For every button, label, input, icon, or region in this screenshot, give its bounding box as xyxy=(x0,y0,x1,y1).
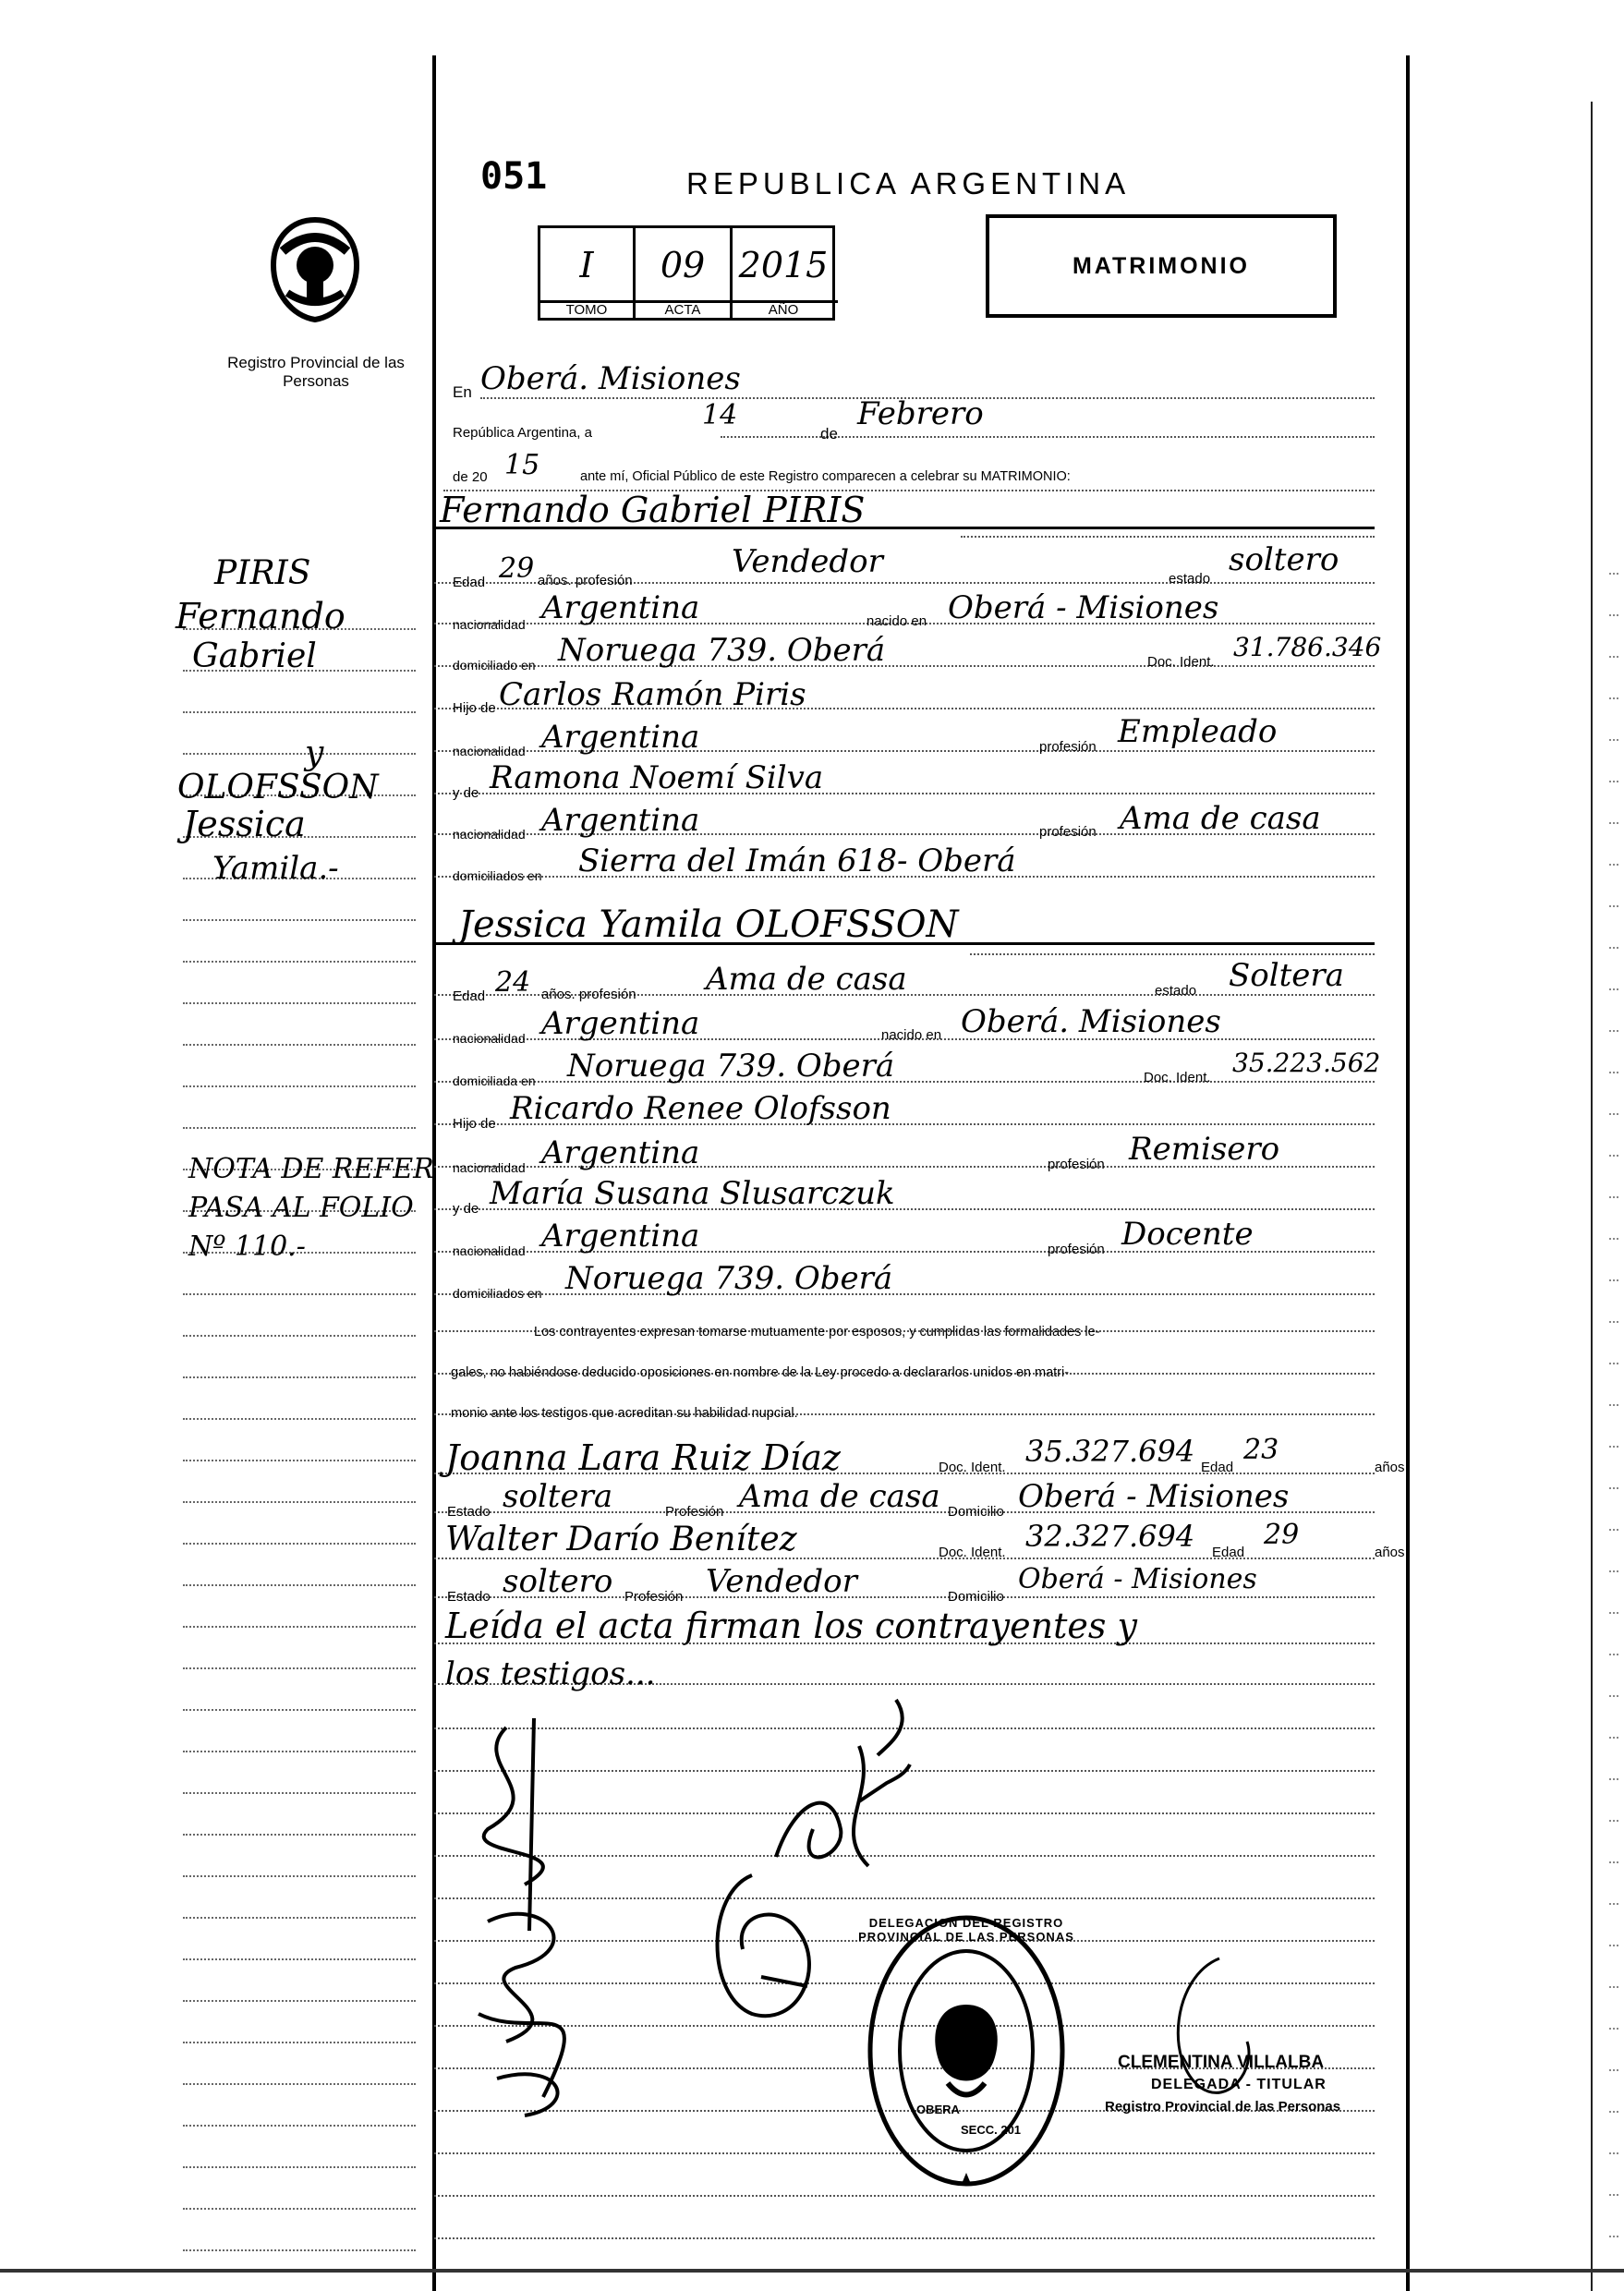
year-suffix-value: 15 xyxy=(504,449,540,481)
witness-2-estado-label: Estado xyxy=(447,1589,491,1605)
bride-estado-label: estado xyxy=(1155,983,1197,999)
witness-2-profesion: Vendedor xyxy=(706,1563,857,1600)
bride-anos-label: años. profesión xyxy=(541,987,636,1002)
declaration-line-3: monio ante los testigos que acreditan su habilidad nupcial. xyxy=(451,1406,798,1421)
margin-ruled-line xyxy=(183,1501,416,1503)
right-edge-tick xyxy=(1609,988,1618,990)
right-edge-tick xyxy=(1609,1654,1618,1655)
right-edge-tick xyxy=(1609,1820,1618,1822)
anio-value: 2015 xyxy=(738,245,829,285)
witness-2-domicilio: Oberá - Misiones xyxy=(1018,1563,1257,1595)
margin-ruled-line xyxy=(183,1044,416,1046)
bride-nacido: Oberá. Misiones xyxy=(961,1003,1221,1040)
groom-madre-nac-label: nacionalidad xyxy=(453,827,526,842)
margin-name-line: OLOFSSON xyxy=(177,769,379,806)
right-edge-tick xyxy=(1609,2194,1618,2196)
right-edge-tick xyxy=(1609,1155,1618,1157)
margin-ruled-line xyxy=(183,1584,416,1586)
signature-scribble xyxy=(451,1709,636,2125)
right-edge-tick xyxy=(1609,1903,1618,1905)
year-prefix-label: de 20 xyxy=(453,469,488,485)
margin-ruled-line xyxy=(183,2000,416,2002)
tomo-label: TOMO xyxy=(565,302,608,318)
groom-estado: soltero xyxy=(1229,541,1339,578)
right-edge-tick xyxy=(1609,1072,1618,1073)
margin-name-line: Fernando xyxy=(176,596,345,636)
signature-scribble xyxy=(1164,1949,1266,2097)
margin-ruled-line xyxy=(183,1127,416,1129)
bride-profesion: Ama de casa xyxy=(706,961,907,998)
declaration-line-1: Los contrayentes expresan tomarse mutuamente por esposos, y cumplidas las formalidades le- xyxy=(534,1325,1100,1339)
bride-padres-dom-label: domiciliados en xyxy=(453,1286,542,1301)
bride-padre: Ricardo Renee Olofsson xyxy=(510,1090,891,1127)
witness-2-edad: 29 xyxy=(1264,1519,1300,1551)
groom-edad: 29 xyxy=(499,552,535,585)
bride-hijo-label: Hijo de xyxy=(453,1116,496,1132)
right-edge-tick xyxy=(1609,781,1618,782)
margin-name-line: Jessica xyxy=(183,804,306,844)
acta-label: ACTA xyxy=(664,302,701,318)
margin-ruled-line xyxy=(183,1792,416,1794)
officer-name: CLEMENTINA VILLALBA xyxy=(1118,2053,1325,2072)
de-label: de xyxy=(820,425,838,442)
country-heading: REPUBLICA ARGENTINA xyxy=(686,166,1131,200)
margin-ruled-line xyxy=(183,2083,416,2085)
bride-madre-prof: Docente xyxy=(1121,1216,1254,1253)
witness-1-profesion: Ama de casa xyxy=(739,1478,940,1515)
margin-ruled-line xyxy=(183,961,416,963)
body-ruled-line xyxy=(721,436,1375,438)
witness-1-profesion-label: Profesión xyxy=(665,1504,724,1520)
groom-anos-label: años. profesión xyxy=(538,573,633,588)
republica-label: República Argentina, a xyxy=(453,425,592,441)
witness-1-domicilio-label: Domicilio xyxy=(948,1504,1004,1520)
groom-padres-dom: Sierra del Imán 618- Oberá xyxy=(578,842,1016,879)
groom-domicilio-label: domiciliado en xyxy=(453,658,536,673)
margin-ruled-line xyxy=(183,1335,416,1337)
right-edge-tick xyxy=(1609,1363,1618,1364)
bride-doc-label: Doc. Ident. xyxy=(1144,1070,1211,1085)
groom-domicilio: Noruega 739. Oberá xyxy=(558,632,886,669)
margin-ruled-line xyxy=(183,1834,416,1836)
bride-domicilio: Noruega 739. Oberá xyxy=(567,1048,895,1085)
right-edge-tick xyxy=(1609,905,1618,907)
record-type-box xyxy=(986,214,1337,318)
margin-ruled-line xyxy=(183,711,416,713)
bride-madre-nac-label: nacionalidad xyxy=(453,1243,526,1258)
witness-1-doc: 35.327.694 xyxy=(1025,1434,1195,1469)
groom-doc-label: Doc. Ident. xyxy=(1147,654,1215,670)
witness-2-doc-label: Doc. Ident. xyxy=(939,1545,1006,1560)
margin-ruled-line xyxy=(183,1958,416,1960)
margin-ruled-line xyxy=(183,2042,416,2043)
margin-ruled-line xyxy=(183,2166,416,2168)
right-edge-tick xyxy=(1609,697,1618,699)
margin-ruled-line xyxy=(183,1709,416,1711)
margin-ruled-line xyxy=(183,2208,416,2210)
groom-madre-nac: Argentina xyxy=(541,802,700,839)
margin-ruled-line xyxy=(183,1418,416,1420)
right-edge-tick xyxy=(1609,2069,1618,2071)
margin-ruled-line xyxy=(183,1626,416,1628)
acta-value: 09 xyxy=(660,245,706,285)
witness-1-name: Joanna Lara Ruiz Díaz xyxy=(445,1437,841,1478)
signature-scribble xyxy=(757,1691,933,1885)
margin-ruled-line xyxy=(183,1293,416,1295)
official-stamp xyxy=(858,1912,1074,2189)
bride-madre-nac: Argentina xyxy=(541,1218,700,1255)
groom-nacido-label: nacido en xyxy=(867,613,927,629)
stamp-ring-text: DELEGACION DEL REGISTRO PROVINCIAL DE LAS PERSONAS xyxy=(858,1916,1074,1944)
right-edge-tick xyxy=(1609,1404,1618,1406)
en-label: En xyxy=(453,383,472,401)
witness-2-doc: 32.327.694 xyxy=(1025,1519,1195,1554)
right-edge-tick xyxy=(1609,1321,1618,1323)
bride-edad: 24 xyxy=(495,966,531,999)
right-edge-tick xyxy=(1609,1945,1618,1946)
right-edge-tick xyxy=(1609,1487,1618,1489)
right-edge-tick xyxy=(1609,1695,1618,1697)
bride-domicilio-label: domiciliada en xyxy=(453,1073,536,1088)
witness-1-estado: soltera xyxy=(503,1478,613,1515)
margin-ruled-line xyxy=(183,753,416,755)
margin-ruled-line xyxy=(183,2249,416,2251)
right-edge-tick xyxy=(1609,2236,1618,2237)
groom-padre-prof: Empleado xyxy=(1118,713,1278,750)
day-value: 14 xyxy=(702,399,738,431)
groom-hijo-label: Hijo de xyxy=(453,700,496,716)
bride-nacionalidad-label: nacionalidad xyxy=(453,1031,526,1046)
groom-padres-dom-label: domiciliados en xyxy=(453,868,542,883)
margin-ruled-line xyxy=(183,1376,416,1378)
bride-padres-dom: Noruega 739. Oberá xyxy=(565,1260,893,1297)
bride-madre-label: y de xyxy=(453,1201,479,1217)
margin-ruled-line xyxy=(183,1667,416,1669)
right-edge-tick xyxy=(1609,573,1618,575)
witness-1-estado-label: Estado xyxy=(447,1504,491,1520)
far-right-edge xyxy=(1591,102,1593,2291)
declaration-line-2: gales, no habiéndose deducido oposiciones en nombre de la Ley procedo a declararlos unidos en matri- xyxy=(451,1365,1070,1380)
witness-2-profesion-label: Profesión xyxy=(624,1589,684,1605)
bride-madre: María Susana Slusarczuk xyxy=(490,1175,895,1212)
stamp-inner-left: OBERA xyxy=(916,2103,960,2116)
month-value: Febrero xyxy=(857,395,984,432)
margin-ruled-line xyxy=(183,2125,416,2127)
bride-nacido-label: nacido en xyxy=(881,1027,942,1043)
officer-registry: Registro Provincial de las Personas xyxy=(1105,2099,1341,2115)
anio-label: AÑO xyxy=(768,302,799,318)
bride-padre-nac-label: nacionalidad xyxy=(453,1160,526,1175)
right-edge-tick xyxy=(1609,2028,1618,2030)
witness-1-edad-label: Edad xyxy=(1201,1460,1234,1475)
margin-note-line: NOTA DE REFER xyxy=(188,1153,434,1185)
witness-2-anos-label: años xyxy=(1375,1545,1405,1560)
groom-doc: 31.786.346 xyxy=(1233,632,1382,662)
right-edge-tick xyxy=(1609,739,1618,741)
right-edge-tick xyxy=(1609,947,1618,949)
right-edge-tick xyxy=(1609,1446,1618,1448)
margin-ruled-line xyxy=(183,1917,416,1919)
closing-line-2: los testigos... xyxy=(445,1655,656,1692)
right-edge-tick xyxy=(1609,2152,1618,2154)
groom-madre-label: y de xyxy=(453,785,479,801)
groom-edad-label: Edad xyxy=(453,575,486,590)
witness-2-estado: soltero xyxy=(503,1563,613,1600)
right-edge-tick xyxy=(1609,1737,1618,1739)
right-edge-tick xyxy=(1609,656,1618,658)
margin-name-line: Yamila.- xyxy=(212,850,339,887)
page-number: 051 xyxy=(480,155,548,198)
right-edge-tick xyxy=(1609,1612,1618,1614)
right-edge-tick xyxy=(1609,1113,1618,1115)
margin-ruled-line xyxy=(183,1085,416,1087)
bride-padre-prof: Remisero xyxy=(1129,1131,1280,1168)
right-edge-tick xyxy=(1609,1279,1618,1281)
groom-padre-nac: Argentina xyxy=(541,719,700,756)
margin-note-line: Nº 110.- xyxy=(188,1230,306,1263)
record-type: MATRIMONIO xyxy=(1072,252,1250,279)
right-edge-tick xyxy=(1609,1529,1618,1531)
right-edge-tick xyxy=(1609,1196,1618,1198)
groom-estado-label: estado xyxy=(1169,571,1211,587)
bottom-edge-line xyxy=(0,2269,1624,2273)
groom-padre: Carlos Ramón Piris xyxy=(499,676,806,713)
bride-padre-prof-label: profesión xyxy=(1048,1157,1105,1172)
right-edge-tick xyxy=(1609,864,1618,866)
margin-name-line: y xyxy=(305,734,324,772)
witness-1-doc-label: Doc. Ident. xyxy=(939,1460,1006,1475)
bride-madre-prof-label: profesión xyxy=(1048,1242,1105,1257)
witness-1-domicilio: Oberá - Misiones xyxy=(1018,1478,1290,1515)
registry-name: Registro Provincial de las Personas xyxy=(227,354,405,390)
right-edge-tick xyxy=(1609,1861,1618,1863)
place-value: Oberá. Misiones xyxy=(480,360,741,397)
groom-nacido: Oberá - Misiones xyxy=(948,589,1219,626)
groom-nacionalidad: Argentina xyxy=(541,589,700,626)
margin-ruled-line xyxy=(183,1875,416,1877)
registration-box xyxy=(538,225,835,321)
bride-padre-nac: Argentina xyxy=(541,1134,700,1171)
bride-estado: Soltera xyxy=(1229,957,1344,994)
margin-ruled-line xyxy=(183,1751,416,1752)
groom-full-name: Fernando Gabriel PIRIS xyxy=(440,490,866,530)
groom-madre-prof: Ama de casa xyxy=(1120,800,1321,837)
witness-1-edad: 23 xyxy=(1243,1434,1279,1466)
groom-padre-prof-label: profesión xyxy=(1039,739,1097,755)
right-edge-tick xyxy=(1609,614,1618,616)
margin-name-line: PIRIS xyxy=(214,554,311,592)
right-edge-tick xyxy=(1609,2111,1618,2113)
margin-note-line: PASA AL FOLIO xyxy=(188,1192,414,1224)
right-edge-tick xyxy=(1609,1986,1618,1988)
body-ruled-line xyxy=(961,536,1375,538)
bride-nacionalidad: Argentina xyxy=(541,1005,700,1042)
witness-2-domicilio-label: Domicilio xyxy=(948,1589,1004,1605)
margin-ruled-line xyxy=(183,1002,416,1004)
groom-madre-prof-label: profesión xyxy=(1039,824,1097,840)
right-edge-tick xyxy=(1609,822,1618,824)
officer-title: DELEGADA - TITULAR xyxy=(1151,2077,1327,2092)
coat-of-arms-logo xyxy=(264,214,366,325)
intro-text: ante mí, Oficial Público de este Registro comparecen a celebrar su MATRIMONIO: xyxy=(580,469,1071,484)
bride-edad-label: Edad xyxy=(453,988,486,1004)
groom-nacionalidad-label: nacionalidad xyxy=(453,617,526,632)
right-edge-tick xyxy=(1609,1238,1618,1240)
margin-ruled-line xyxy=(183,1543,416,1545)
right-edge-tick xyxy=(1609,1778,1618,1780)
margin-ruled-line xyxy=(183,1460,416,1461)
right-edge-tick xyxy=(1609,1030,1618,1032)
closing-line-1: Leída el acta firman los contrayentes y xyxy=(445,1606,1137,1646)
right-edge-tick xyxy=(1609,1570,1618,1572)
groom-profesion: Vendedor xyxy=(732,543,883,580)
right-frame-line xyxy=(1406,55,1410,2291)
bride-doc: 35.223.562 xyxy=(1232,1048,1381,1078)
body-ruled-line xyxy=(434,2237,1375,2239)
groom-madre: Ramona Noemí Silva xyxy=(490,759,824,796)
groom-padre-nac-label: nacionalidad xyxy=(453,744,526,758)
signature-scribble xyxy=(697,1857,881,2042)
body-ruled-line xyxy=(434,2195,1375,2197)
bride-full-name: Jessica Yamila OLOFSSON xyxy=(458,903,959,946)
body-ruled-line xyxy=(970,953,1375,955)
margin-ruled-line xyxy=(183,919,416,921)
witness-2-edad-label: Edad xyxy=(1212,1545,1245,1560)
tomo-value: I xyxy=(579,245,594,285)
witness-1-anos-label: años xyxy=(1375,1460,1405,1475)
stamp-inner-right: SECC. 201 xyxy=(961,2123,1022,2137)
margin-name-line: Gabriel xyxy=(192,637,317,675)
witness-2-name: Walter Darío Benítez xyxy=(445,1521,797,1558)
